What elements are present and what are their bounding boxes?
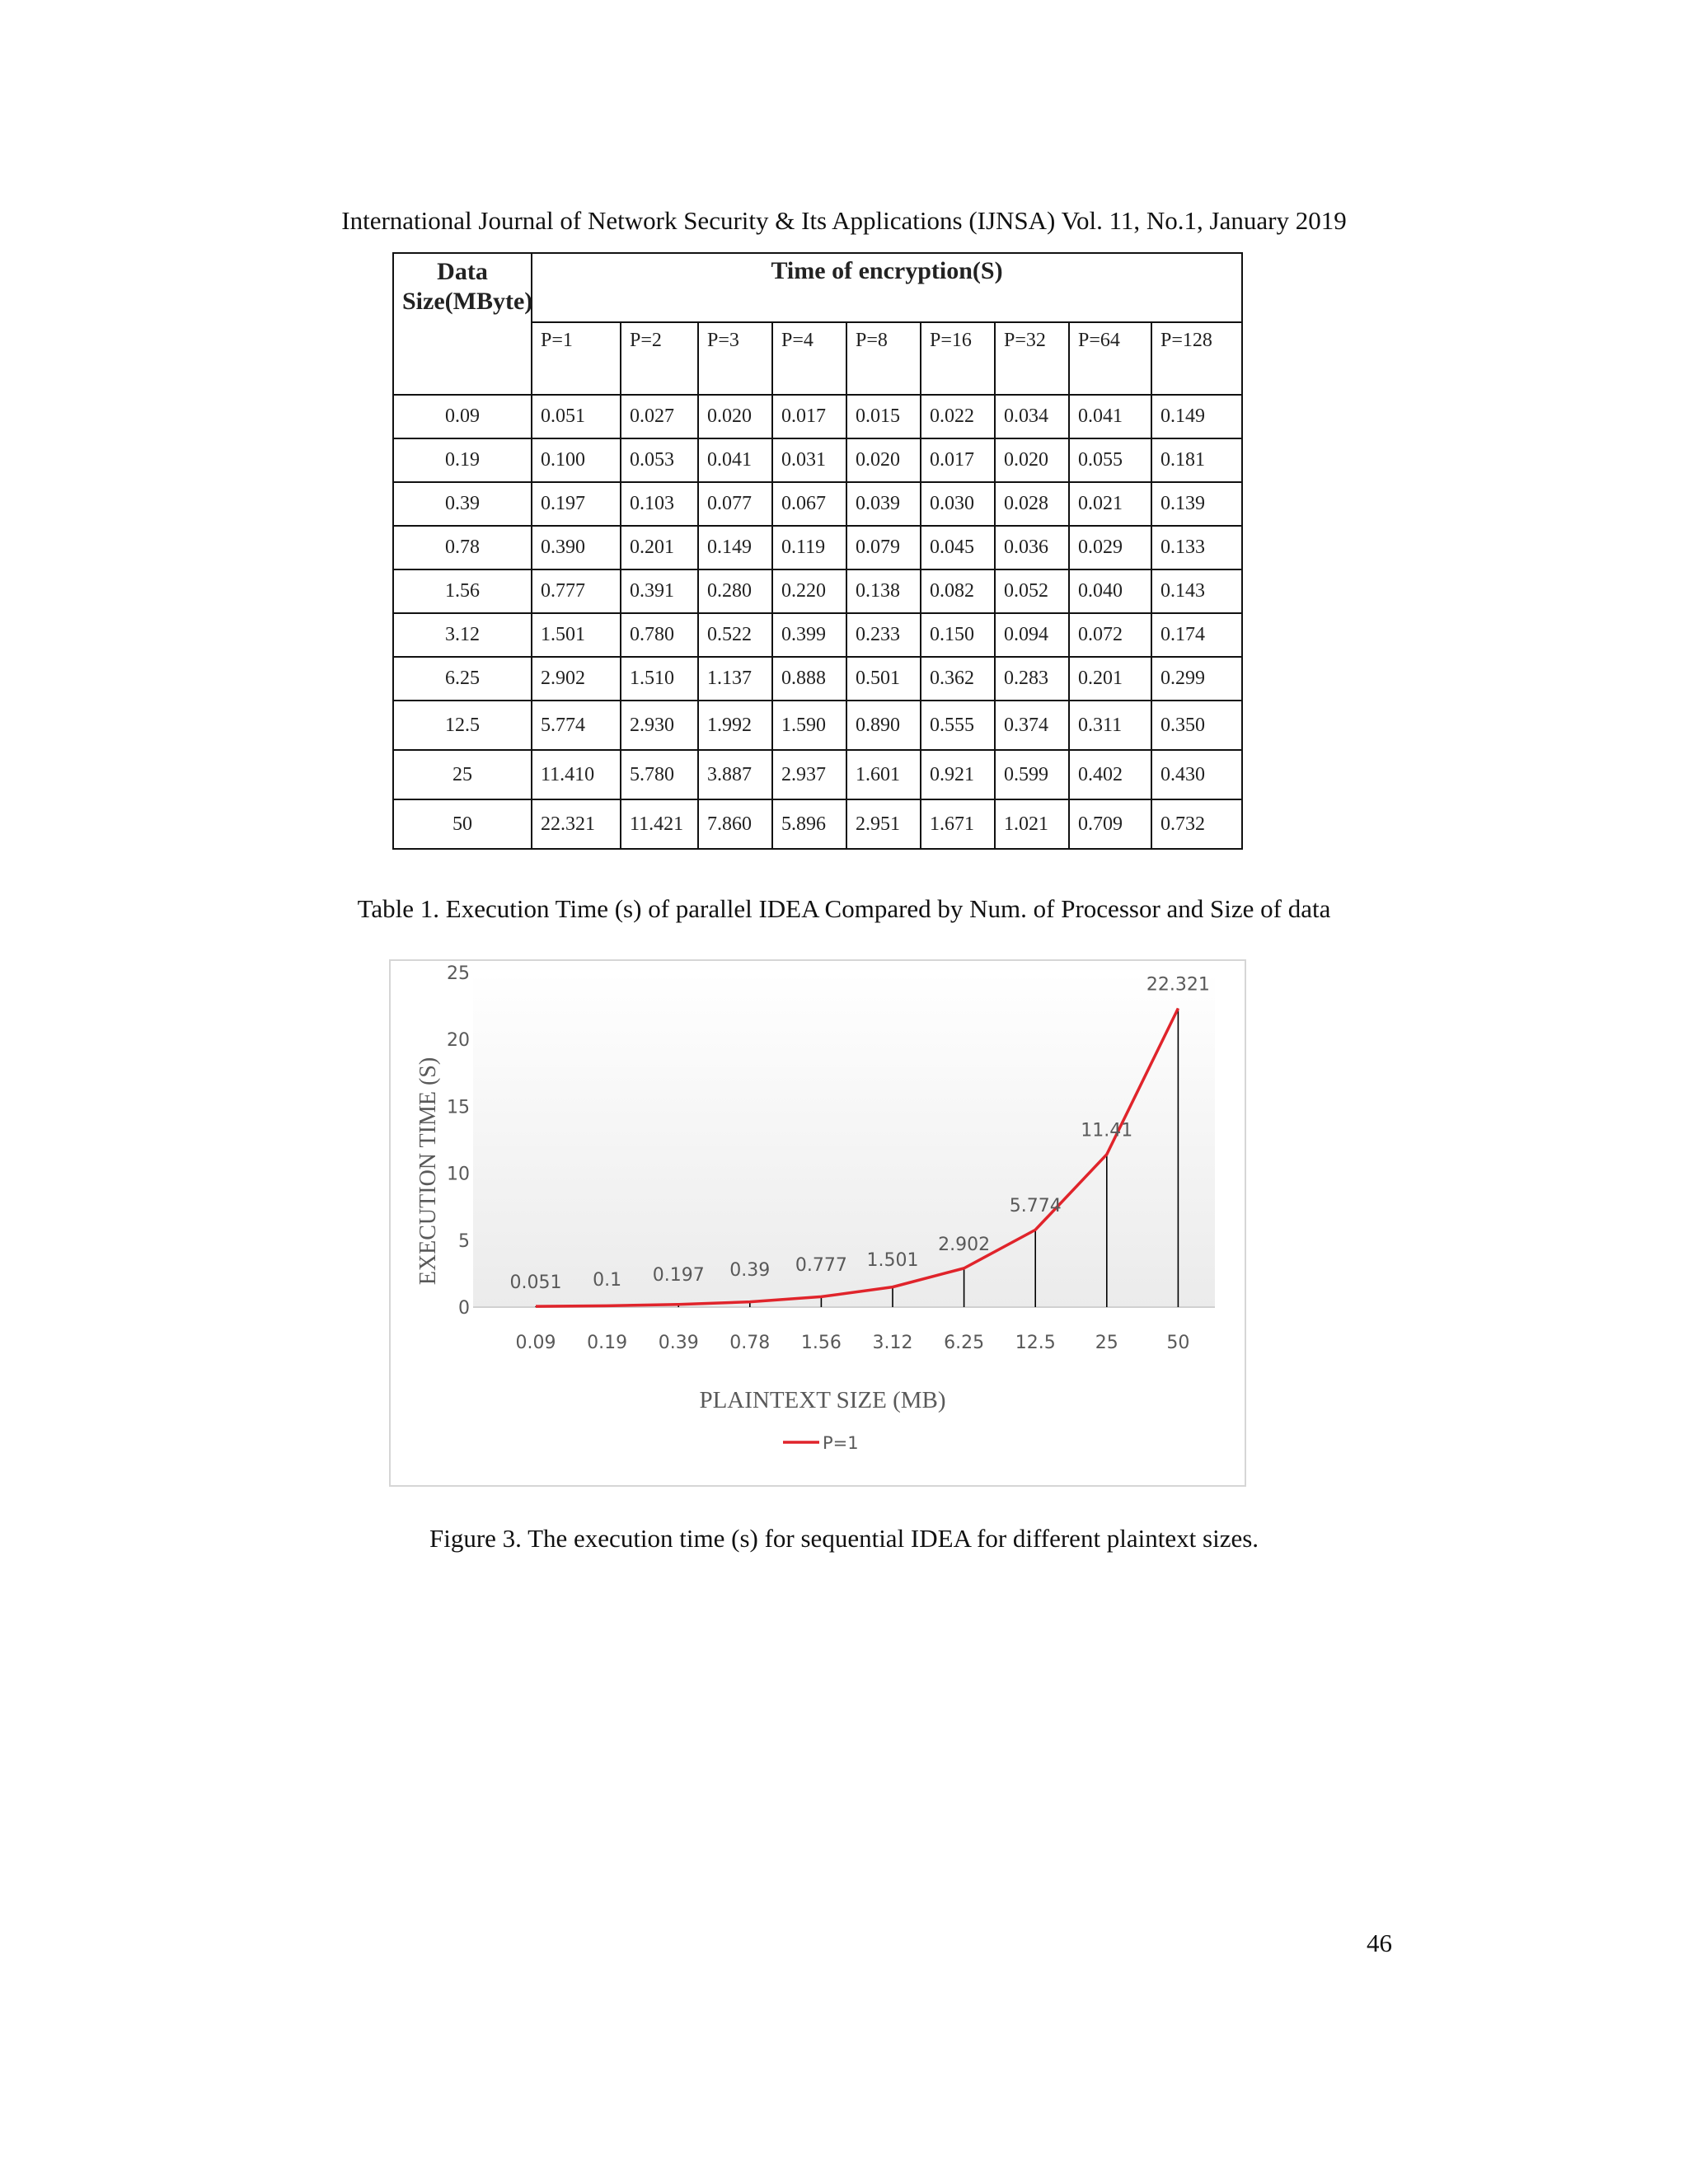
table-cell: 0.280	[698, 569, 772, 613]
table-cell: 0.362	[921, 657, 995, 701]
table-cell: 0.051	[532, 395, 621, 438]
table-cell: 0.149	[1151, 395, 1242, 438]
table-cell: 0.017	[772, 395, 846, 438]
table-cell: 0.100	[532, 438, 621, 482]
table-cell: 0.029	[1069, 526, 1151, 569]
data-label: 5.774	[1009, 1196, 1062, 1217]
data-label: 0.777	[795, 1255, 847, 1276]
table-cell: 0.174	[1151, 613, 1242, 657]
data-label: 0.1	[593, 1270, 622, 1291]
table-cell: 1.137	[698, 657, 772, 701]
table-cell: 0.149	[698, 526, 772, 569]
table-cell: 0.041	[1069, 395, 1151, 438]
data-label: 2.902	[938, 1234, 991, 1255]
table-cell: 0.143	[1151, 569, 1242, 613]
y-tick-label: 25	[447, 963, 470, 984]
table-cell: 5.774	[532, 701, 621, 750]
table-cell: 2.951	[846, 799, 921, 849]
column-header: P=3	[698, 322, 772, 395]
row-size-cell: 50	[393, 799, 532, 849]
table-cell: 0.119	[772, 526, 846, 569]
table-cell: 0.039	[846, 482, 921, 526]
table-cell: 0.391	[621, 569, 698, 613]
row-size-cell: 0.39	[393, 482, 532, 526]
table-row	[393, 613, 1242, 657]
table-cell: 0.201	[1069, 657, 1151, 701]
table-cell: 0.031	[772, 438, 846, 482]
column-header: P=2	[621, 322, 698, 395]
table-row	[393, 438, 1242, 482]
table-cell: 0.055	[1069, 438, 1151, 482]
table-cell: 2.902	[532, 657, 621, 701]
table-cell: 11.410	[532, 750, 621, 799]
data-label: 22.321	[1146, 974, 1210, 996]
column-header: P=64	[1069, 322, 1151, 395]
data-label: 0.051	[509, 1272, 562, 1294]
table-cell: 3.887	[698, 750, 772, 799]
table-cell: 0.732	[1151, 799, 1242, 849]
y-axis-title: EXECUTION TIME (S)	[415, 1057, 441, 1286]
column-header: P=4	[772, 322, 846, 395]
corner-line-2: Size(MByte)	[402, 288, 533, 315]
figure-caption: Figure 3. The execution time (s) for sequential IDEA for different plaintext sizes.	[429, 1524, 1259, 1553]
table-cell: 0.599	[995, 750, 1069, 799]
y-tick-label: 15	[447, 1097, 470, 1118]
table-cell: 0.067	[772, 482, 846, 526]
x-tick-label: 1.56	[800, 1333, 842, 1353]
table-row	[393, 569, 1242, 613]
table-cell: 0.040	[1069, 569, 1151, 613]
table-row	[393, 526, 1242, 569]
table-cell: 0.079	[846, 526, 921, 569]
table-cell: 0.103	[621, 482, 698, 526]
table-cell: 0.501	[846, 657, 921, 701]
column-header: P=8	[846, 322, 921, 395]
table-cell: 0.034	[995, 395, 1069, 438]
table-row	[393, 750, 1242, 799]
table-cell: 0.220	[772, 569, 846, 613]
page-number: 46	[1367, 1929, 1392, 1957]
table-cell: 0.028	[995, 482, 1069, 526]
table-cell: 0.299	[1151, 657, 1242, 701]
table-row	[393, 482, 1242, 526]
column-header: P=128	[1151, 322, 1242, 395]
table-cell: 0.399	[772, 613, 846, 657]
table-cell: 0.052	[995, 569, 1069, 613]
table-caption: Table 1. Execution Time (s) of parallel IDEA Compared by Num. of Processor and Size of data	[357, 894, 1331, 923]
table-cell: 0.780	[621, 613, 698, 657]
x-tick-label: 3.12	[872, 1333, 913, 1353]
table-cell: 0.890	[846, 701, 921, 750]
table-cell: 0.139	[1151, 482, 1242, 526]
table-cell: 1.992	[698, 701, 772, 750]
x-tick-label: 25	[1095, 1333, 1118, 1353]
table-cell: 0.181	[1151, 438, 1242, 482]
x-tick-label: 0.78	[729, 1333, 771, 1353]
table-cell: 0.020	[846, 438, 921, 482]
legend-label-p1: P=1	[823, 1433, 859, 1453]
table-cell: 0.311	[1069, 701, 1151, 750]
table-cell: 0.041	[698, 438, 772, 482]
data-label: 1.501	[866, 1250, 919, 1271]
table-cell: 0.777	[532, 569, 621, 613]
figure-chart	[389, 959, 1246, 1487]
table-cell: 0.138	[846, 569, 921, 613]
table-row	[393, 701, 1242, 750]
y-tick-label: 0	[458, 1298, 470, 1319]
line-chart	[391, 961, 1245, 1485]
table-cell: 0.522	[698, 613, 772, 657]
table-row	[393, 799, 1242, 849]
table-group-header-row	[393, 253, 1242, 322]
table-cell: 0.133	[1151, 526, 1242, 569]
results-table	[392, 252, 1243, 850]
table-cell: 1.501	[532, 613, 621, 657]
table-cell: 0.201	[621, 526, 698, 569]
table-cell: 22.321	[532, 799, 621, 849]
table-cell: 0.072	[1069, 613, 1151, 657]
table-cell: 0.017	[921, 438, 995, 482]
table-cell: 0.921	[921, 750, 995, 799]
y-tick-label: 10	[447, 1164, 470, 1185]
table-cell: 0.077	[698, 482, 772, 526]
table-cell: 0.402	[1069, 750, 1151, 799]
column-header: P=32	[995, 322, 1069, 395]
table-cell: 0.233	[846, 613, 921, 657]
table-cell: 0.036	[995, 526, 1069, 569]
table-cell: 11.421	[621, 799, 698, 849]
data-label: 0.197	[652, 1265, 705, 1286]
table-cell: 1.021	[995, 799, 1069, 849]
table-group-header: Time of encryption(S)	[532, 253, 1242, 322]
y-tick-label: 5	[458, 1230, 470, 1252]
table-cell: 0.350	[1151, 701, 1242, 750]
table-body	[393, 395, 1242, 849]
table-cell: 0.555	[921, 701, 995, 750]
table-cell: 7.860	[698, 799, 772, 849]
table-cell: 0.283	[995, 657, 1069, 701]
table-cell: 1.590	[772, 701, 846, 750]
table-cell: 1.510	[621, 657, 698, 701]
x-tick-label: 12.5	[1015, 1333, 1056, 1353]
x-tick-label: 0.39	[658, 1333, 699, 1353]
table-cell: 0.045	[921, 526, 995, 569]
x-axis-title: PLAINTEXT SIZE (MB)	[699, 1387, 946, 1413]
table-cell: 0.888	[772, 657, 846, 701]
table-cell: 2.937	[772, 750, 846, 799]
table-cell: 1.601	[846, 750, 921, 799]
table-cell: 0.027	[621, 395, 698, 438]
table-cell: 0.082	[921, 569, 995, 613]
table-cell: 0.709	[1069, 799, 1151, 849]
x-tick-label: 0.09	[515, 1333, 556, 1353]
table-cell: 0.094	[995, 613, 1069, 657]
data-label: 11.41	[1081, 1120, 1133, 1141]
row-size-cell: 12.5	[393, 701, 532, 750]
table-cell: 1.671	[921, 799, 995, 849]
running-header: International Journal of Network Security & Its Applications (IJNSA) Vol. 11, No.1, January 2019	[341, 206, 1347, 235]
row-size-cell: 1.56	[393, 569, 532, 613]
row-size-cell: 0.78	[393, 526, 532, 569]
table-cell: 0.150	[921, 613, 995, 657]
table-cell: 5.780	[621, 750, 698, 799]
table-cell: 0.020	[995, 438, 1069, 482]
row-size-cell: 0.19	[393, 438, 532, 482]
table-cell: 0.053	[621, 438, 698, 482]
table-row	[393, 657, 1242, 701]
table-cell: 0.374	[995, 701, 1069, 750]
column-header: P=16	[921, 322, 995, 395]
row-size-cell: 25	[393, 750, 532, 799]
table-cell: 0.390	[532, 526, 621, 569]
table-cell: 0.430	[1151, 750, 1242, 799]
table-row	[393, 395, 1242, 438]
table-cell: 0.020	[698, 395, 772, 438]
row-size-cell: 3.12	[393, 613, 532, 657]
row-size-cell: 0.09	[393, 395, 532, 438]
y-tick-label: 20	[447, 1030, 470, 1052]
table-cell: 0.015	[846, 395, 921, 438]
x-tick-label: 50	[1166, 1333, 1190, 1353]
x-tick-label: 6.25	[944, 1333, 985, 1353]
table-corner-header	[393, 253, 532, 395]
results-table-container	[392, 252, 1241, 850]
table-cell: 5.896	[772, 799, 846, 849]
table-cell: 0.197	[532, 482, 621, 526]
row-size-cell: 6.25	[393, 657, 532, 701]
table-cell: 0.021	[1069, 482, 1151, 526]
corner-line-1: Data	[437, 258, 488, 285]
table-cell: 0.022	[921, 395, 995, 438]
table-cell: 0.030	[921, 482, 995, 526]
data-label: 0.39	[729, 1260, 771, 1281]
table-cell: 2.930	[621, 701, 698, 750]
column-header: P=1	[532, 322, 621, 395]
x-tick-label: 0.19	[587, 1333, 628, 1353]
